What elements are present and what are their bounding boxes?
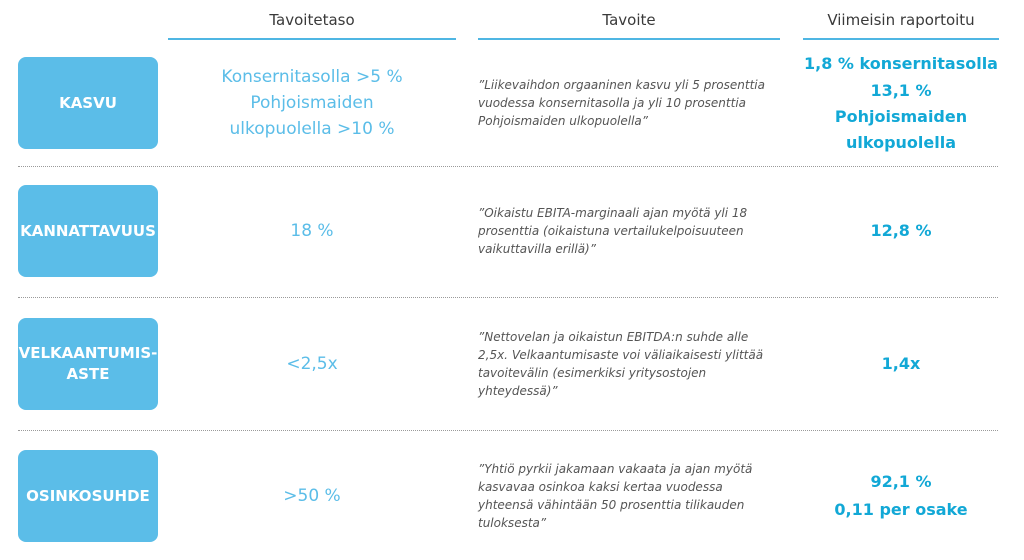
row-divider xyxy=(18,297,998,298)
reported-line: 1,4x xyxy=(881,354,921,373)
goal-description-text: ”Yhtiö pyrkii jakamaan vakaata ja ajan myötä kasvavaa osinkoa kaksi kertaa vuodessa yhteensä vähintään 50 prosenttia tilikauden tuloksesta” xyxy=(478,462,753,530)
header-goal: Tavoite xyxy=(602,11,656,29)
goal-description-text: ”Nettovelan ja oikaistun EBITDA:n suhde alle 2,5x. Velkaantumisaste voi väliaikaisesti ylittää tavoitevälin (esimerkiksi yritysostojen yhteydessä)” xyxy=(478,330,764,398)
reported-kasvu xyxy=(803,54,999,152)
header-underline-target-level xyxy=(168,38,456,40)
target-level-line: 18 % xyxy=(290,221,334,241)
reported-osinkosuhde xyxy=(803,453,999,539)
target-level-line: Konsernitasolla >5 % xyxy=(221,67,403,87)
row-divider xyxy=(18,166,998,167)
header-underline-last-reported xyxy=(803,38,999,40)
category-velkaantumisaste: VELKAANTUMIS- ASTE xyxy=(18,318,158,410)
target-level-osinkosuhde xyxy=(168,453,456,539)
goal-description-text: ”Liikevaihdon orgaaninen kasvu yli 5 prosenttia vuodessa konsernitasolla ja yli 10 prosenttia Pohjoismaiden ulkopuolella” xyxy=(478,78,765,128)
target-level-kannattavuus xyxy=(168,188,456,274)
category-kannattavuus: KANNATTAVUUS xyxy=(18,185,158,277)
header-target-level: Tavoitetaso xyxy=(269,11,355,29)
header-last-reported: Viimeisin raportoitu xyxy=(827,11,975,29)
reported-line: 0,11 per osake xyxy=(834,500,968,519)
reported-velkaantumisaste xyxy=(803,321,999,407)
goal-description-kasvu xyxy=(478,60,778,146)
reported-line: 92,1 % xyxy=(870,472,932,491)
goal-description-kannattavuus xyxy=(478,188,778,274)
category-osinkosuhde: OSINKOSUHDE xyxy=(18,450,158,542)
goal-description-text: ”Oikaistu EBITA-marginaali ajan myötä yli 18 prosenttia (oikaistuna vertailukelpoisuuteen vaikuttavilla erillä)” xyxy=(478,206,748,256)
reported-line: 1,8 % konsernitasolla xyxy=(804,54,998,73)
row-divider xyxy=(18,430,998,431)
target-level-kasvu xyxy=(168,60,456,146)
reported-kannattavuus xyxy=(803,188,999,274)
target-level-line: >50 % xyxy=(283,486,341,506)
target-level-line: Pohjoismaiden ulkopuolella >10 % xyxy=(229,93,395,139)
goal-description-velkaantumisaste xyxy=(478,321,778,407)
target-level-line: <2,5x xyxy=(286,354,338,374)
goal-description-osinkosuhde xyxy=(478,453,778,539)
reported-line: 12,8 % xyxy=(870,221,932,240)
header-underline-goal xyxy=(478,38,780,40)
reported-line: 13,1 % Pohjoismaiden ulkopuolella xyxy=(834,81,968,152)
category-kasvu: KASVU xyxy=(18,57,158,149)
target-level-velkaantumisaste xyxy=(168,321,456,407)
